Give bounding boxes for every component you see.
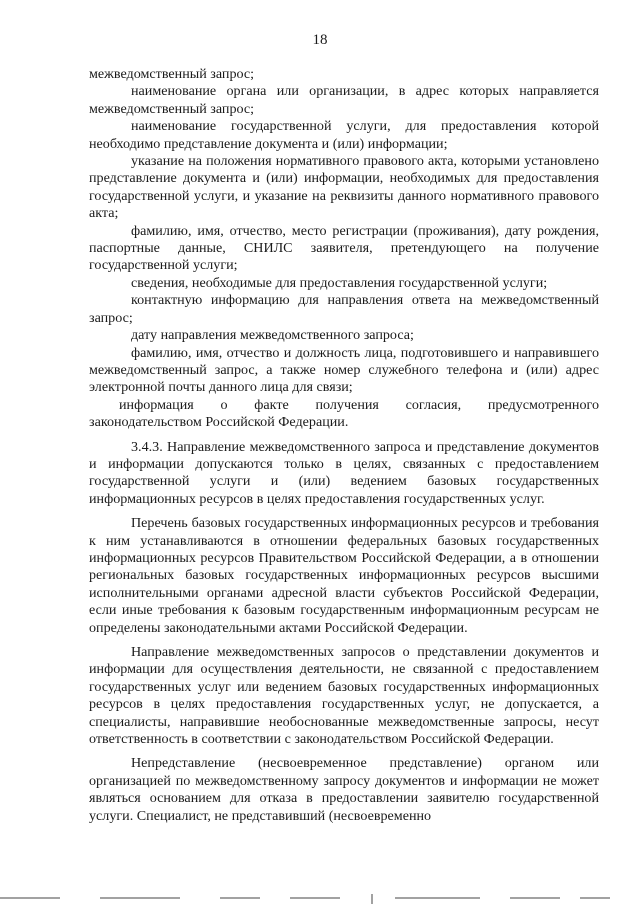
paragraph: информация о факте получения согласия, предусмотренного законодательством Российской Федерации. [89,396,599,431]
paragraph: Непредставление (несвоевременное представление) органом или организацией по межведомственному запросу документов и информации не может являться основанием для отказа в предоставлении заявителю государственной услуги. Специалист, не представивший (несвоевременно [89,755,599,824]
paragraph: контактную информацию для направления ответа на межведомственный запрос; [89,292,599,326]
paragraph: фамилию, имя, отчество, место регистрации (проживания), дату рождения, паспортные данные, СНИЛС заявителя, претендующего на получение государственной услуги; [89,222,599,274]
paragraph: Перечень базовых государственных информационных ресурсов и требования к ним устанавливаются в отношении федеральных базовых государственных информационных ресурсов Правительством Российской Федерации, а в отношении региональных базовых государственных информационных ресурсов высшими исполнительными органами адресной власти субъектов Российской Федерации, если иные требования к базовым государственным информационным ресурсам не определены законодательными актами Российской Федерации. [89,515,599,636]
document-body [89,66,599,825]
paragraph: межведомственный запрос; [89,66,255,82]
paragraph: Направление межведомственных запросов о представлении документов и информации для осуществления деятельности, не связанной с предоставлением государственных услуг или ведением базовых государственных информационных ресурсов в целях предоставления государственных услуг, не допускается, а специалисты, направившие необоснованные межведомственные запросы, несут ответственность в соответствии с законодательством Российской Федерации. [89,644,599,748]
page-number: 18 [312,32,328,48]
section-paragraph: 3.4.3. Направление межведомственного запроса и представление документов и информации допускаются только в целях, связанных с предоставлением государственной услуги и (или) ведением базовых государственных информационных ресурсов в целях предоставления государственных услуг. [89,438,599,507]
paragraph: сведения, необходимые для предоставления государственной услуги; [131,274,548,291]
paragraph: указание на положения нормативного правового акта, которыми установлено представление документа и (или) информации, необходимых для предоставления государственной услуги, и указание на реквизиты данного нормативного правового акта; [89,153,599,222]
paragraph: наименование органа или организации, в адрес которых направляется межведомственный запрос; [89,83,599,117]
paragraph: наименование государственной услуги, для предоставления которой необходимо представление документа и (или) информации; [89,118,599,152]
paragraph: дату направления межведомственного запроса; [131,327,414,344]
paragraph: фамилию, имя, отчество и должность лица, подготовившего и направившего межведомственный запрос, а также номер служебного телефона и (или) адрес электронной почты данного лица для связи; [89,344,599,396]
scan-footer-line [0,893,640,905]
